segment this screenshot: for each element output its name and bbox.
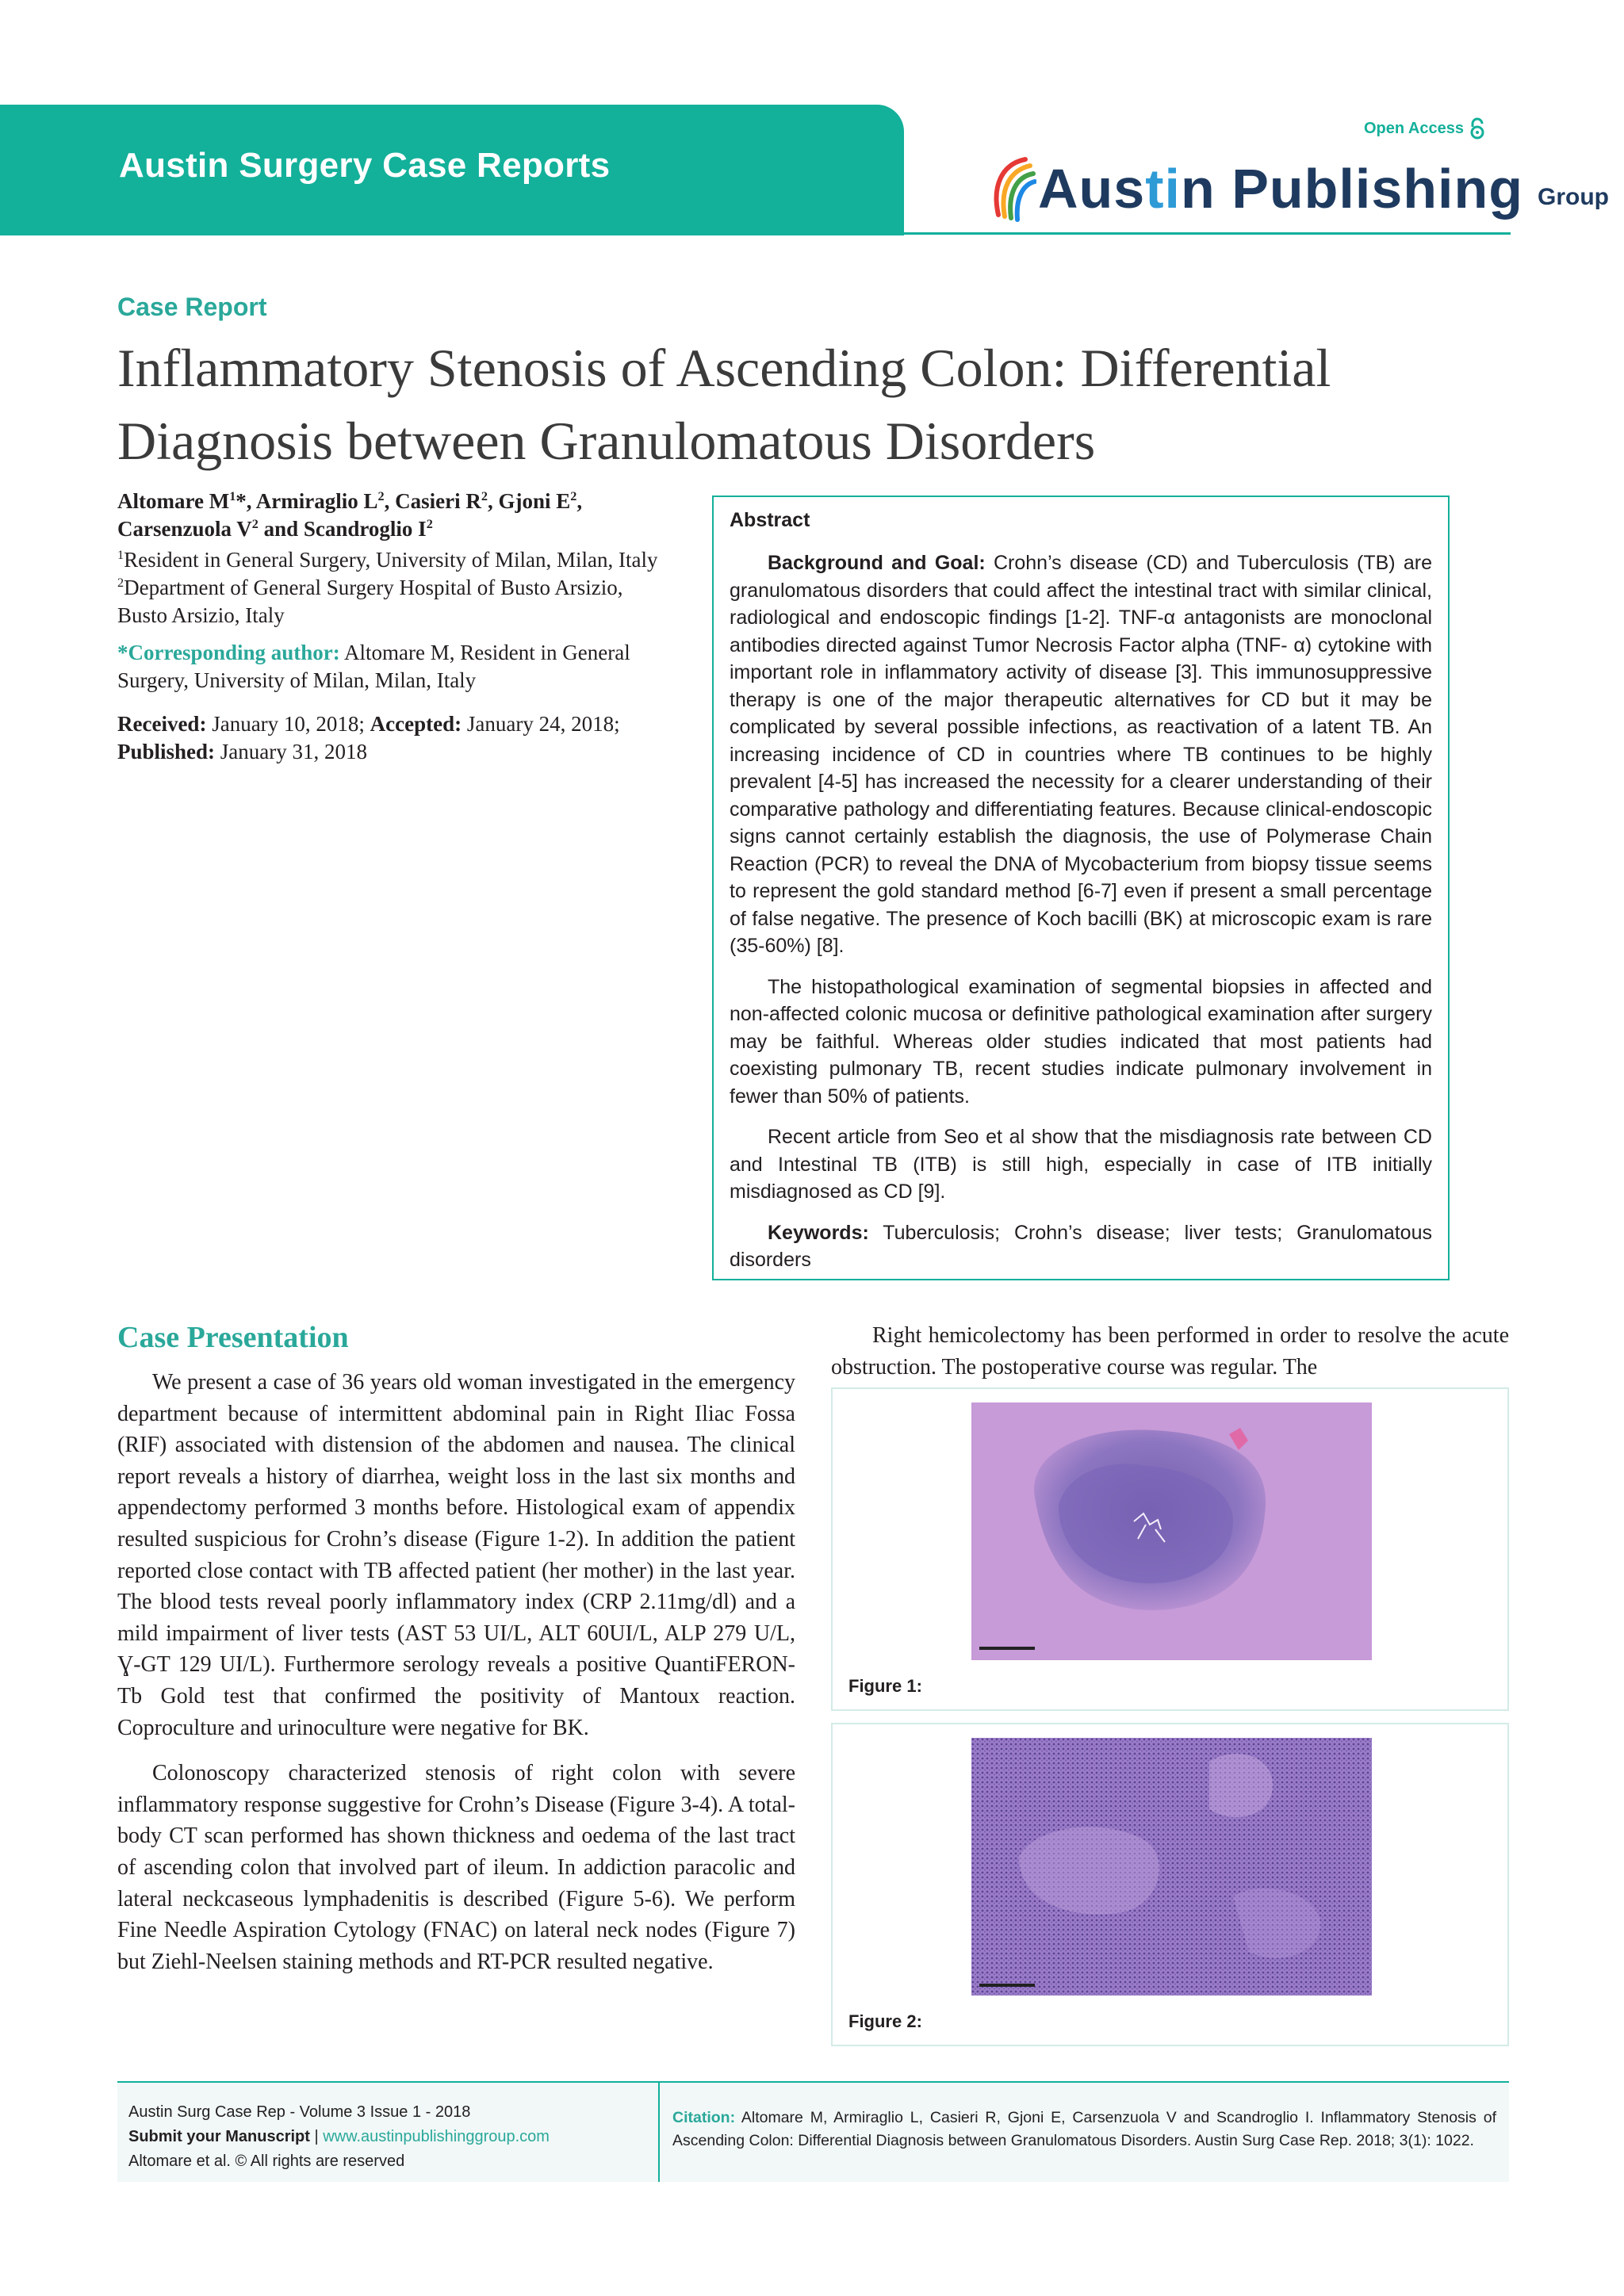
logo-swoosh-icon <box>987 153 1036 224</box>
author-sup: 2 <box>481 489 488 503</box>
author-name: Carsenzuola V <box>117 517 252 541</box>
author-name: *, Armiraglio L <box>236 489 378 513</box>
author-list <box>117 488 672 543</box>
figure-2 <box>831 1723 1509 2046</box>
journal-name: Austin Surgery Case Reports <box>119 146 611 185</box>
author-name: , <box>576 489 583 513</box>
received-label: Received: <box>117 712 207 736</box>
corresponding-author-label: *Corresponding author: <box>117 641 340 664</box>
section-heading: Case Presentation <box>117 1321 349 1354</box>
author-sup: 2 <box>251 517 259 531</box>
published-label: Published: <box>117 740 216 763</box>
affiliation-2 <box>117 574 672 629</box>
logo-part-b: n Publishing <box>1181 158 1523 220</box>
abstract-background-label: Background and Goal: <box>768 552 986 574</box>
keywords-label: Keywords: <box>768 1221 869 1244</box>
body-paragraph-2: Colonoscopy characterized stenosis of right colon with severe inflammatory response suggestive for Crohn’s Disease (Figure 3-4). A total-body CT scan performed has shown thickness and oedema of the last tract of ascending colon that involved part of ileum. In addiction paracolic and lateral neckcaseous lymphadenitis is described (Figure 5-6). We perform Fine Needle Aspiration Cytology (FNAC) on lateral neck nodes (Figure 7) but Ziehl-Neelsen staining methods and RT-PCR resulted negative. <box>117 1761 795 1974</box>
abstract-paragraph-3: Recent article from Seo et al show that the misdiagnosis rate between CD and Intestinal TB (ITB) is still high, especially in case of ITB initially misdiagnosed as CD [9]. <box>730 1126 1432 1203</box>
affiliation-text: Department of General Surgery Hospital of Busto Arsizio, Busto Arsizio, Italy <box>117 576 623 627</box>
author-meta <box>117 488 672 774</box>
citation-text: Altomare M, Armiraglio L, Casieri R, Gjoni E, Carsenzuola V and Scandroglio I. Inflammatory Stenosis of Ascending Colon: Differential Diagnosis between Granulomatous Disorders. Austin Surg Case Rep. 2018; 3(1): 1022. <box>672 2109 1496 2149</box>
accepted-label: Accepted: <box>370 712 462 736</box>
body-right-column <box>831 1320 1509 1383</box>
article-title: Inflammatory Stenosis of Ascending Colon: Differential Diagnosis between Granulomatous Disorders <box>117 338 1331 471</box>
author-name: , Gjoni E <box>487 489 571 513</box>
body-paragraph-1: We present a case of 36 years old woman investigated in the emergency department because of intermittent abdominal pain in Right Iliac Fossa (RIF) associated with distension of the abdomen and nausea. The clinical report reveals a history of diarrhea, weight loss in the last six months and appendectomy performed 3 months before. Histological exam of appendix resulted suspicious for Crohn’s disease (Figure 1-2). In addition the patient reported close contact with TB affected patient (her mother) in the last year. The blood tests reveal poorly inflammatory index (CRP 2.11mg/dl) and a mild impairment of liver tests (AST 53 UI/L, ALT 60UI/L, ALP 279 U/L, Ɣ-GT 129 UI/L). Furthermore serology reveals a positive QuantiFERON-Tb Gold test that confirmed the positivity of Mantoux reaction. Coproculture and urinoculture were negative for BK. <box>117 1370 795 1740</box>
figure-1 <box>831 1387 1509 1711</box>
author-sup: 2 <box>426 517 433 531</box>
histology-image-1 <box>971 1402 1372 1660</box>
keywords-text: Tuberculosis; Crohn’s disease; liver tests; Granulomatous disorders <box>730 1221 1432 1271</box>
footer-submit-line <box>128 2125 647 2149</box>
author-sup: 1 <box>229 489 236 503</box>
body-right-paragraph: Right hemicolectomy has been performed in order to resolve the acute obstruction. The postoperative course was regular. The <box>831 1323 1509 1380</box>
publisher-url-link[interactable]: www.austinpublishinggroup.com <box>323 2128 550 2145</box>
author-name: Altomare M <box>117 489 230 513</box>
logo-part-ti: ti <box>1145 158 1182 220</box>
abstract-background-text: Crohn’s disease (CD) and Tuberculosis (TB) are granulomatous disorders that could affect the intestinal tract with similar clinical, radiological and endoscopic findings [1-2]. TNF-α antagonists are monoclonal antibodies directed against Tumor Necrosis Factor alpha (TNF- α) cytokine with important role in inflammatory activity of disease [3]. This immunosuppressive therapy is one of the major therapeutic alternatives for CD but it may be complicated by several possible infections, as reactivation of a latent TB. An increasing incidence of CD in countries where TB continues to be highly prevalent [4-5] has increased the necessity for a clearer understanding of their comparative pathology and differentiating features. Because clinical-endoscopic signs cannot certainly establish the diagnosis, the use of Polymerase Chain Reaction (PCR) to reveal the DNA of Mycobacterium from biopsy tissue seems to represent the gold standard method [6-7] even if present a small percentage of false negative. The presence of Koch bacilli (BK) at microscopic exam is rare (35-60%) [8]. <box>730 552 1432 957</box>
corresponding-author <box>117 639 672 695</box>
affiliation-1 <box>117 546 672 574</box>
affiliation-sup: 2 <box>117 576 124 590</box>
header-rule <box>904 232 1511 235</box>
abstract-background <box>730 549 1432 960</box>
footer-separator: | <box>309 2128 324 2145</box>
abstract-keywords <box>730 1219 1432 1274</box>
author-sup: 2 <box>570 489 577 503</box>
figure-1-caption: Figure 1: <box>848 1676 922 1696</box>
accepted-date: January 24, 2018; <box>462 712 620 736</box>
logo-group-text: Group <box>1537 184 1609 210</box>
author-sup: 2 <box>377 489 385 503</box>
logo-wordmark <box>1038 157 1523 220</box>
open-lock-icon <box>1469 117 1486 140</box>
article-type: Case Report <box>117 293 267 321</box>
footer-citation <box>660 2083 1509 2182</box>
citation-label: Citation: <box>672 2109 736 2126</box>
logo-part-a: Aus <box>1038 158 1146 220</box>
abstract-heading: Abstract <box>730 509 810 531</box>
histology-image-2 <box>971 1738 1372 1996</box>
affiliation-sup: 1 <box>117 548 124 562</box>
footer-rights: Altomare et al. © All rights are reserved <box>128 2152 405 2170</box>
abstract-box <box>712 496 1450 1280</box>
article-dates <box>117 710 672 766</box>
footer-journal-line: Austin Surg Case Rep - Volume 3 Issue 1 - 2018 <box>128 2103 471 2121</box>
corresponding-author-text: Altomare M, Resident in General Surgery, University of Milan, Milan, Italy <box>117 641 630 692</box>
footer-journal-info <box>117 2083 658 2182</box>
abstract-paragraph-2: The histopathological examination of segmental biopsies in affected and non-affected colonic mucosa or definitive pathological examination after surgery may be faithful. Whereas older studies indicated that most patients had coexisting pulmonary TB, recent studies indicate pulmonary involvement in fewer than 50% of patients. <box>730 975 1432 1108</box>
received-date: January 10, 2018; <box>206 712 370 736</box>
figure-2-caption: Figure 2: <box>848 2011 922 2031</box>
submit-manuscript-label: Submit your Manuscript <box>128 2128 310 2145</box>
publisher-logo <box>987 149 1609 228</box>
author-name: and Scandroglio I <box>258 517 427 541</box>
affiliation-text: Resident in General Surgery, University of Milan, Milan, Italy <box>124 548 658 572</box>
open-access-label: Open Access <box>1364 119 1464 137</box>
published-date: January 31, 2018 <box>215 740 368 763</box>
body-left-column <box>117 1367 795 1992</box>
open-access-badge <box>1364 117 1486 140</box>
author-name: , Casieri R <box>384 489 481 513</box>
